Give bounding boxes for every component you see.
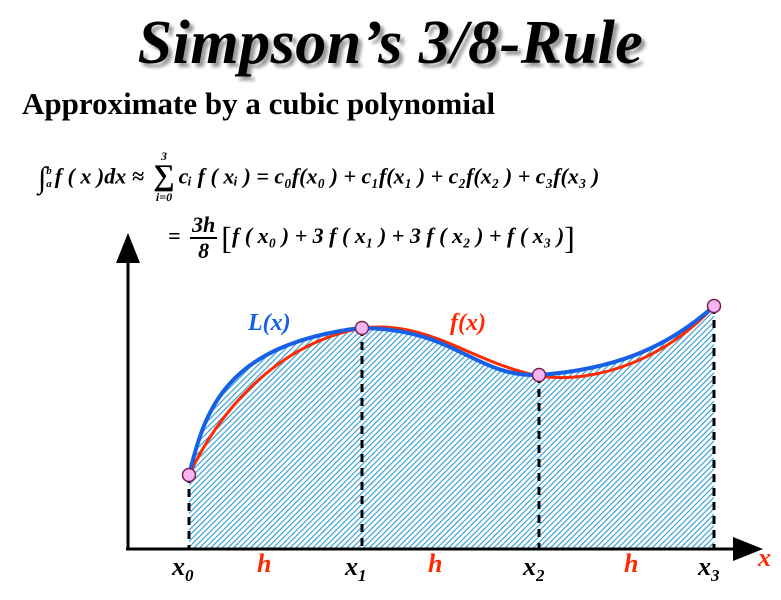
node-label-x1: $x_1$: [345, 552, 367, 585]
left-bracket: [: [221, 219, 232, 256]
x-axis-label: x: [758, 543, 771, 572]
node-point-x1: [356, 322, 369, 335]
node-label-x2: $x_2$: [523, 552, 545, 585]
integral-lower: a: [46, 178, 52, 191]
sum-lower-limit: i=0: [155, 189, 173, 204]
right-bracket: ]: [564, 219, 575, 256]
sigma-symbol: ∑: [153, 159, 175, 192]
sum-upper-limit: 3: [160, 149, 167, 163]
equals-sign: =: [168, 223, 181, 249]
fraction-denominator: 8: [198, 238, 210, 264]
integral-sign: ∫: [38, 161, 47, 195]
fraction-numerator: 3h: [190, 213, 217, 239]
interval-label-1: h: [257, 549, 272, 578]
node-label-x3: $x_3$: [698, 552, 720, 585]
slide-title: Simpson’s 3/8-Rule: [137, 9, 644, 77]
node-point-x0: [183, 469, 196, 482]
node-point-x2: [533, 369, 546, 382]
sum-expansion: cᵢ f ( xᵢ ) = c₀f(x₀ ) + c₁f(x₁ ) + c₂f(x₂ ) + c₃f(x₃ ): [178, 163, 600, 189]
hatched-area-under-interpolant: [189, 306, 714, 549]
bracket-expansion: f ( x₀ ) + 3 f ( x₁ ) + 3 f ( x₂ ) + f ( x₃ ): [231, 223, 565, 249]
node-point-x3: [708, 300, 721, 313]
integrand: f ( x )dx ≈: [54, 163, 144, 189]
node-label-x0: $x_0$: [172, 552, 194, 585]
interval-label-2: h: [428, 549, 443, 578]
label-function: f(x): [450, 310, 486, 336]
interval-label-3: h: [624, 549, 639, 578]
integral-upper: b: [46, 165, 52, 178]
slide-subtitle: Approximate by a cubic polynomial: [22, 86, 496, 121]
label-interpolant: L(x): [248, 310, 291, 336]
